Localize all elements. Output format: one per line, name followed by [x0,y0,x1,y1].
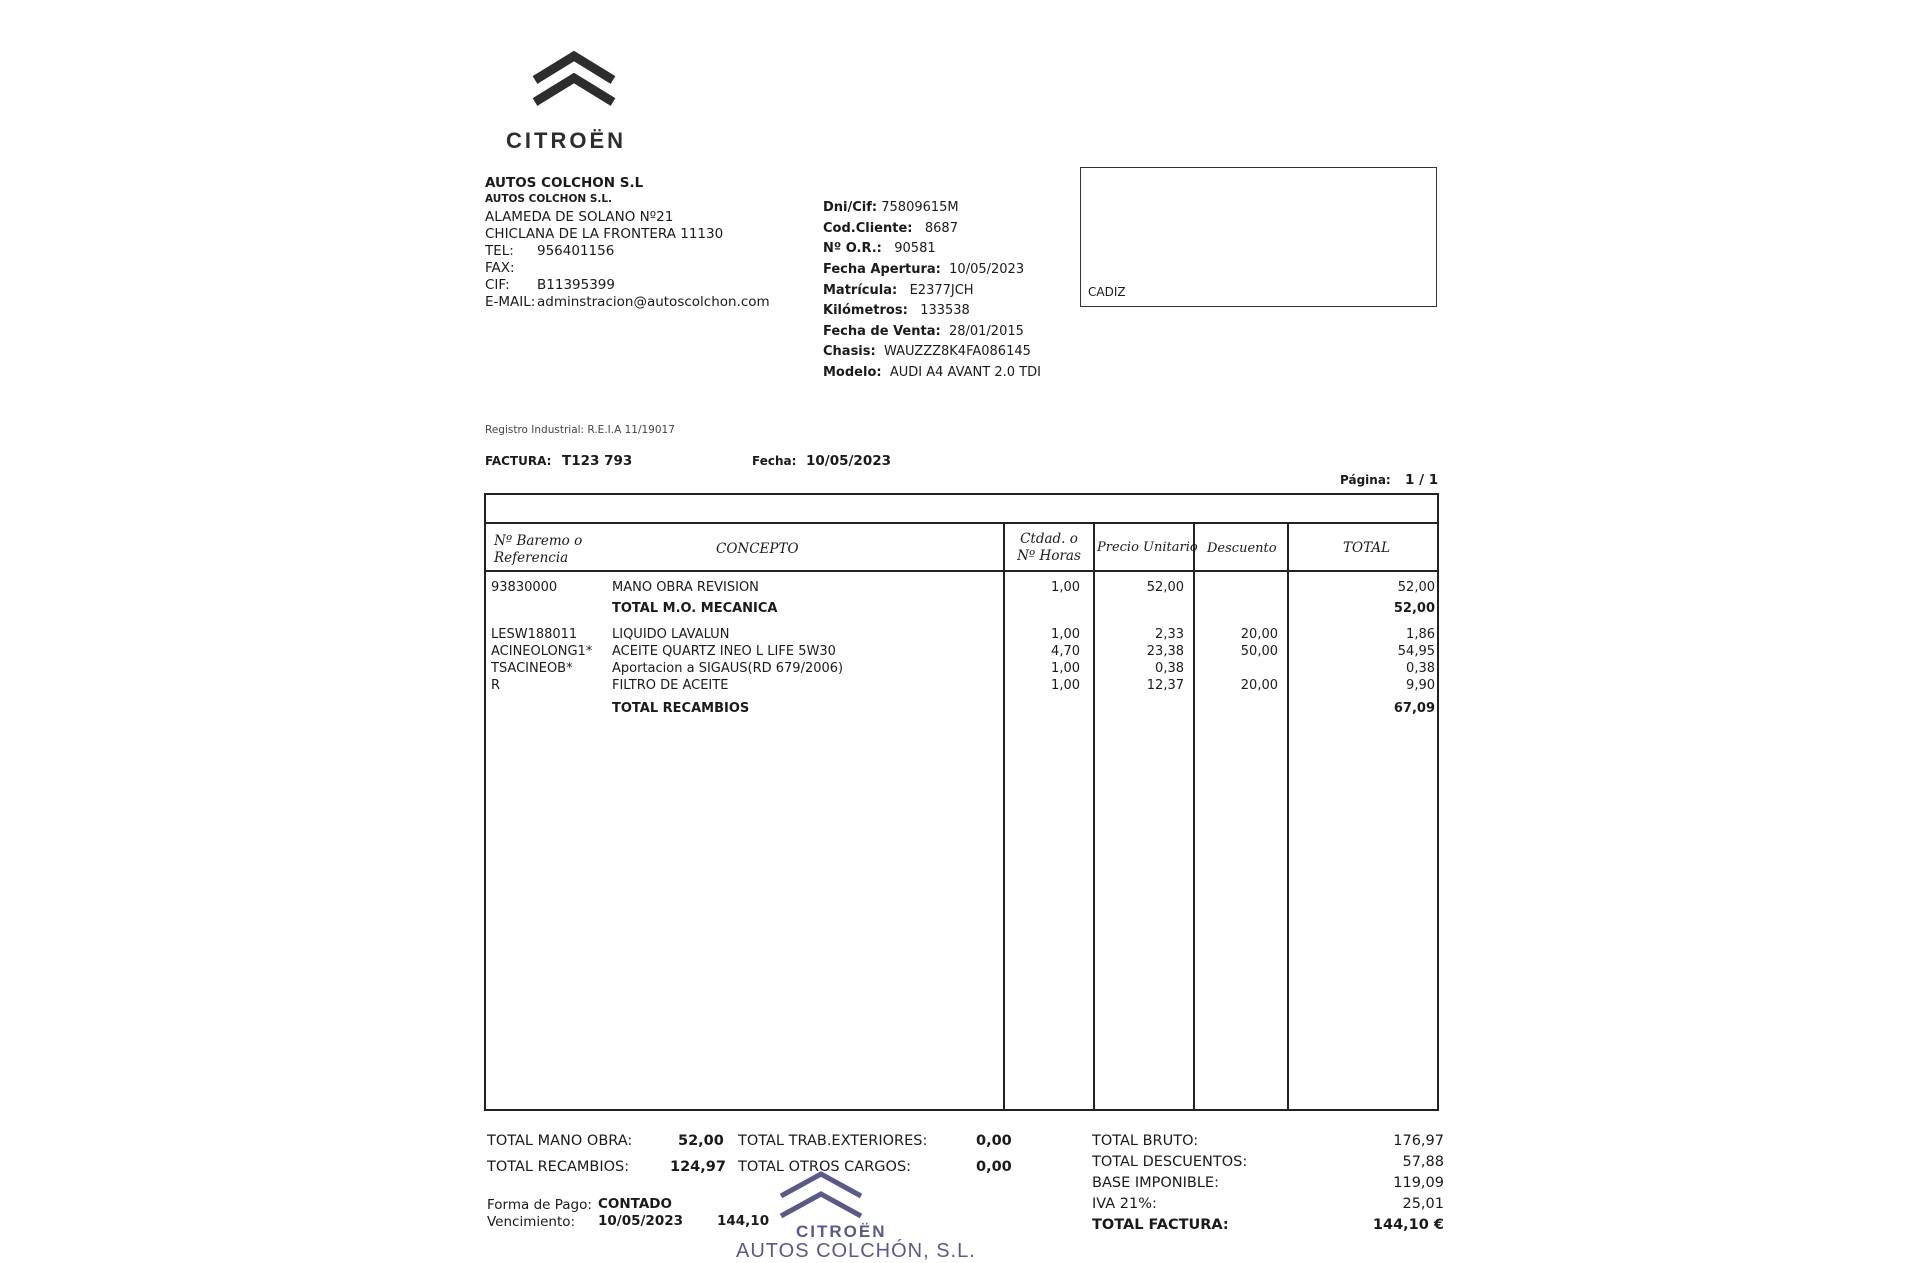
cif-label: CIF: [485,277,510,293]
total-bruto-label: TOTAL BRUTO: [1092,1133,1199,1149]
info-row: Cod.Cliente: 8687 [823,221,958,236]
total-descuentos-label: TOTAL DESCUENTOS: [1092,1154,1248,1170]
table-row: 93830000 MANO OBRA REVISION 1,00 52,00 52,00 [491,580,1435,595]
stamp-chevron-icon [776,1168,866,1226]
info-row: Nº O.R.: 90581 [823,241,936,256]
info-row: Kilómetros: 133538 [823,303,970,318]
company-address: ALAMEDA DE SOLANO Nº21 [485,209,674,225]
double-chevron-icon [531,48,617,110]
stamp-company: AUTOS COLCHÓN, S.L. [736,1240,976,1262]
pagina-value: 1 / 1 [1405,472,1439,488]
payment-amount: 144,10 [717,1213,770,1229]
table-row: R FILTRO DE ACEITE 1,00 12,37 20,00 9,90 [491,678,1435,693]
factura-label: FACTURA: [485,454,552,468]
total-mano-obra-value: 52,00 [678,1133,724,1149]
company-stamp [736,1168,1076,1260]
total-factura-label: TOTAL FACTURA: [1092,1217,1229,1233]
header-precio: Precio Unitario [1097,540,1198,555]
table-row: LESW188011 LIQUIDO LAVALUN 1,00 2,33 20,00 1,86 [491,627,1435,642]
header-descuento: Descuento [1207,541,1277,556]
forma-pago-label: Forma de Pago: [487,1197,592,1213]
table-header-rule [486,570,1437,572]
tel-label: TEL: [485,243,514,259]
company-city: CHICLANA DE LA FRONTERA 11130 [485,226,724,242]
info-row: Dni/Cif: 75809615M [823,200,959,215]
company-name: AUTOS COLCHON S.L [485,175,644,191]
info-row: Matrícula: E2377JCH [823,283,974,298]
info-row: Chasis: WAUZZZ8K4FA086145 [823,344,1031,359]
total-trab-exteriores-label: TOTAL TRAB.EXTERIORES: [738,1133,928,1149]
factura-number: T123 793 [562,453,633,469]
fecha-label: Fecha: [752,454,797,468]
registro-industrial: Registro Industrial: R.E.I.A 11/19017 [485,424,675,436]
vencimiento-label: Vencimiento: [487,1214,576,1230]
base-imponible-value: 119,09 [1393,1175,1444,1191]
forma-pago-value: CONTADO [598,1196,672,1212]
iva-value: 25,01 [1402,1196,1444,1212]
table-row: TOTAL RECAMBIOS 67,09 [612,701,1435,716]
vencimiento-value: 10/05/2023 [598,1213,684,1229]
base-imponible-label: BASE IMPONIBLE: [1092,1175,1219,1191]
total-recambios-label: TOTAL RECAMBIOS: [487,1159,630,1175]
customer-address-box [1080,167,1437,307]
citroen-logo [531,48,617,110]
brand-name: CITROËN [506,128,626,153]
header-total: TOTAL [1343,540,1391,556]
total-factura-value: 144,10 € [1372,1217,1444,1233]
table-row: ACINEOLONG1* ACEITE QUARTZ INEO L LIFE 5W30 4,70 23,38 50,00 54,95 [491,644,1435,659]
info-row: Modelo: AUDI A4 AVANT 2.0 TDI [823,365,1041,380]
table-top-rule [486,522,1437,524]
total-trab-exteriores-value: 0,00 [976,1133,1012,1149]
total-mano-obra-label: TOTAL MANO OBRA: [487,1133,633,1149]
fax-label: FAX: [485,260,515,276]
header-ref: Nº Baremo o Referencia [494,533,583,566]
fecha-value: 10/05/2023 [806,453,892,469]
company-name-small: AUTOS COLCHON S.L. [485,193,613,205]
total-bruto-value: 176,97 [1393,1133,1444,1149]
info-row: Fecha de Venta: 28/01/2015 [823,324,1024,339]
items-table [484,493,1439,1111]
header-concepto: CONCEPTO [716,541,799,557]
total-descuentos-value: 57,88 [1402,1154,1444,1170]
tel-value: 956401156 [537,243,615,259]
email-label: E-MAIL: [485,294,536,310]
info-row: Fecha Apertura: 10/05/2023 [823,262,1025,277]
email-value: adminstracion@autoscolchon.com [537,294,770,310]
total-otros-cargos-label: TOTAL OTROS CARGOS: [738,1159,912,1175]
table-row: TOTAL M.O. MECANICA 52,00 [612,601,1435,616]
customer-province: CADIZ [1088,285,1126,299]
header-cantidad: Ctdad. o Nº Horas [1017,531,1081,564]
iva-label: IVA 21%: [1092,1196,1157,1212]
pagina-label: Página: [1340,473,1391,487]
cif-value: B11395399 [537,277,615,293]
total-recambios-value: 124,97 [670,1159,726,1175]
stamp-brand: CITROËN [796,1222,887,1241]
total-otros-cargos-value: 0,00 [976,1159,1012,1175]
table-row: TSACINEOB* Aportacion a SIGAUS(RD 679/2006) 1,00 0,38 0,38 [491,661,1435,676]
